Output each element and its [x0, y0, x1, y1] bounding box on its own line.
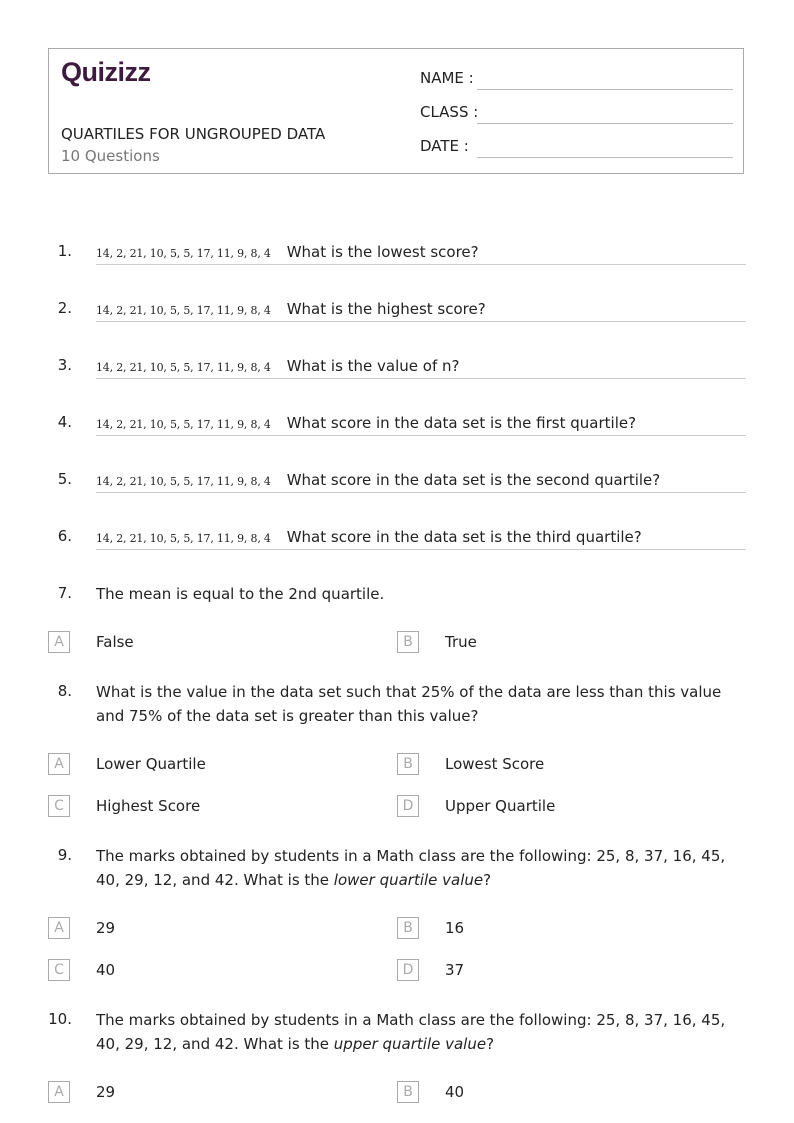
answer-line[interactable] [96, 549, 746, 550]
option-letter: A [48, 631, 70, 653]
option-text: 16 [445, 919, 465, 937]
data-series: 14, 2, 21, 10, 5, 5, 17, 11, 9, 8, 4 [96, 475, 271, 488]
data-series: 14, 2, 21, 10, 5, 5, 17, 11, 9, 8, 4 [96, 304, 271, 317]
question-number: 4. [57, 413, 72, 431]
option-text: Lowest Score [445, 755, 545, 773]
option-letter: B [397, 753, 419, 775]
question-text [96, 297, 736, 323]
option-text: 29 [96, 1083, 116, 1101]
option-text: 40 [445, 1083, 465, 1101]
data-series: 14, 2, 21, 10, 5, 5, 17, 11, 9, 8, 4 [96, 418, 271, 431]
option-text: 37 [445, 961, 465, 979]
question-count: 10 Questions [61, 147, 160, 165]
question-number: 5. [57, 470, 72, 488]
date-label: DATE : [420, 137, 469, 155]
question-number: 2. [57, 299, 72, 317]
option-letter: A [48, 753, 70, 775]
option-letter: A [48, 1081, 70, 1103]
option-text: Highest Score [96, 797, 201, 815]
date-field [420, 137, 469, 155]
option-letter: C [48, 959, 70, 981]
question-prompt: What is the highest score? [286, 300, 486, 318]
option-letter: B [397, 631, 419, 653]
worksheet-header [48, 48, 744, 174]
answer-line[interactable] [96, 435, 746, 436]
option-letter: D [397, 795, 419, 817]
question-number: 6. [57, 527, 72, 545]
answer-line[interactable] [96, 492, 746, 493]
name-line[interactable] [477, 89, 733, 90]
name-label: NAME : [420, 69, 474, 87]
question-text-part: The marks obtained by students in a Math class are the following: 25, 8, 37, 16, 45, 40, 29, 12, and 42. What is the [96, 1011, 726, 1053]
question-text-part: ? [486, 1035, 495, 1053]
data-series: 14, 2, 21, 10, 5, 5, 17, 11, 9, 8, 4 [96, 247, 271, 260]
question-number: 10. [48, 1010, 72, 1028]
question-text [96, 354, 736, 380]
question-number: 3. [57, 356, 72, 374]
question-text-emphasis: upper quartile value [333, 1035, 487, 1053]
question-text-emphasis: lower quartile value [333, 871, 484, 889]
question-number: 9. [57, 846, 72, 864]
question-prompt: What score in the data set is the first quartile? [286, 414, 637, 432]
option-text: False [96, 633, 134, 651]
class-field [420, 103, 478, 121]
option-text: 40 [96, 961, 116, 979]
answer-line[interactable] [96, 321, 746, 322]
option-text: Lower Quartile [96, 755, 206, 773]
question-text: What is the value in the data set such that 25% of the data are less than this value and 75% of the data set is greater than this value? [96, 683, 722, 725]
answer-line[interactable] [96, 264, 746, 265]
option-letter: D [397, 959, 419, 981]
question-text-part: The marks obtained by students in a Math class are the following: 25, 8, 37, 16, 45, 40, 29, 12, and 42. What is the [96, 847, 726, 889]
option-text: True [445, 633, 477, 651]
question-text [96, 1008, 736, 1056]
option-letter: B [397, 1081, 419, 1103]
option-letter: A [48, 917, 70, 939]
question-prompt: What is the value of n? [286, 357, 460, 375]
option-letter: B [397, 917, 419, 939]
question-text [96, 240, 736, 266]
question-text-part: ? [483, 871, 492, 889]
question-text [96, 844, 736, 892]
question-text [96, 525, 736, 551]
question-prompt: What score in the data set is the second quartile? [286, 471, 661, 489]
worksheet-title: QUARTILES FOR UNGROUPED DATA [61, 125, 326, 143]
class-line[interactable] [477, 123, 733, 124]
question-number: 1. [57, 242, 72, 260]
class-label: CLASS : [420, 103, 479, 121]
question-text [96, 468, 736, 494]
question-text: The mean is equal to the 2nd quartile. [96, 585, 385, 603]
question-number: 8. [57, 682, 72, 700]
question-number: 7. [57, 584, 72, 602]
data-series: 14, 2, 21, 10, 5, 5, 17, 11, 9, 8, 4 [96, 532, 271, 545]
name-field [420, 69, 474, 87]
question-text [96, 411, 736, 437]
quizizz-logo: Quizizz [61, 57, 151, 87]
date-line[interactable] [477, 157, 733, 158]
data-series: 14, 2, 21, 10, 5, 5, 17, 11, 9, 8, 4 [96, 361, 271, 374]
option-letter: C [48, 795, 70, 817]
option-text: 29 [96, 919, 116, 937]
question-prompt: What is the lowest score? [286, 243, 479, 261]
question-prompt: What score in the data set is the third quartile? [286, 528, 642, 546]
option-text: Upper Quartile [445, 797, 556, 815]
answer-line[interactable] [96, 378, 746, 379]
